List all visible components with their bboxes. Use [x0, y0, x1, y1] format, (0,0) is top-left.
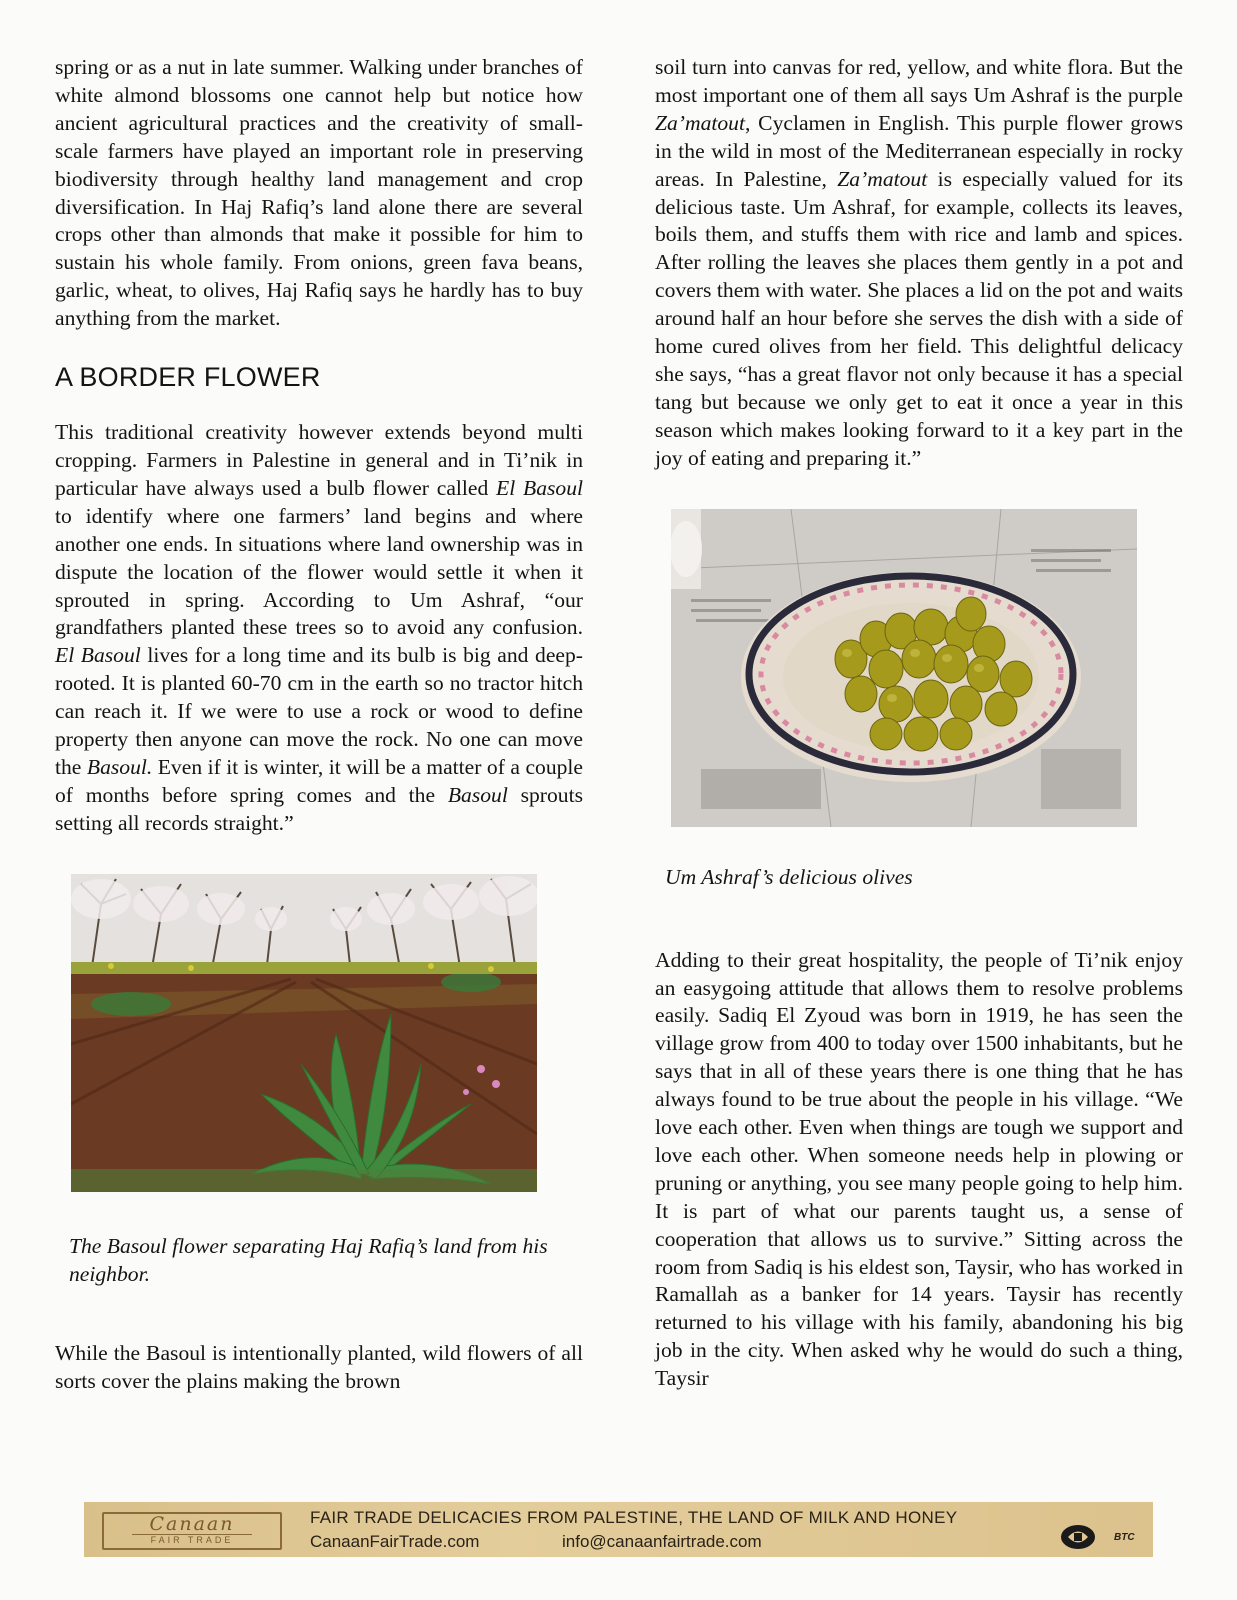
footer-website-link[interactable]: CanaanFairTrade.com	[310, 1532, 480, 1551]
body-paragraph: spring or as a nut in late summer. Walking under branches of white almond blossoms one cannot help but notice how ancient agricultural practices and the creativity of small-scale farmers have played an important role in preserving biodiversity through healthy land management and crop diversification. In Haj Rafiq’s land alone there are several crops other than almonds that make it possible for him to sustain his whole family. From onions, green fava beans, garlic, wheat, to olives, Haj Rafiq says he hardly has to buy anything from the market.	[55, 55, 583, 331]
footer-tagline: FAIR TRADE DELICACIES FROM PALESTINE, THE LAND OF MILK AND HONEY	[310, 1508, 958, 1527]
orchard-photo	[71, 874, 537, 1192]
section-heading: A BORDER FLOWER	[55, 362, 321, 393]
left-column	[55, 54, 583, 1395]
body-paragraph: Adding to their great hospitality, the people of Ti’nik enjoy an easygoing attitude that allows them to resolve problems easily. Sadiq El Zyoud was born in 1919, he has seen the village grow from 400 to today over 1500 inhabitants, but he says that in all of these years there is one thing that he has always found to be true about the people in his village. “We love each other. Even when things are tough we support and love each other. When someone needs help in plowing or pruning or anything, you see many people going to help him. It is part of what our parents taught us, a sense of cooperation that allows us to survive.” Sitting across the room from Sadiq is his eldest son, Taysir, who has worked in Ramallah as a banker for 14 years. Taysir has recently returned to his village with his family, abandoning his big job in the city. When asked why he would do such a thing, Taysir	[655, 947, 1183, 1391]
footer-email-link[interactable]: info@canaanfairtrade.com	[562, 1532, 762, 1551]
olives-photo	[671, 509, 1137, 827]
btc-label: BTC	[1114, 1532, 1135, 1543]
right-column	[655, 54, 1183, 1393]
body-paragraph: While the Basoul is intentionally planted, wild flowers of all sorts cover the plains making the brown	[55, 1340, 583, 1393]
tulip-plant-graphic	[71, 974, 537, 1192]
photo-caption: Um Ashraf’s delicious olives	[665, 864, 913, 889]
photo-caption: The Basoul flower separating Haj Rafiq’s land from his neighbor.	[69, 1233, 548, 1286]
canaan-logo: Canaan FAIR TRADE	[102, 1512, 282, 1550]
almond-trees-graphic	[71, 874, 537, 974]
olive-bowl-graphic	[671, 509, 1137, 827]
footer-banner	[84, 1502, 1153, 1557]
body-paragraph: This traditional creativity however extends beyond multi cropping. Farmers in Palestine in general and in Ti’nik in particular have always used a bulb flower called El Basoul to identify where one farmers’ land begins and where another one ends. In situations where land ownership was in dispute the location of the flower would settle it when it sprouted in spring. According to Um Ashraf, “our grandfathers planted these trees so to avoid any confusion. El Basoul lives for a long time and its bulb is big and deep-rooted. It is planted 60-70 cm in the earth so no tractor hitch can reach it. If we were to use a rock or wood to define property then anyone can move the rock. No one can move the Basoul. Even if it is winter, it will be a matter of a couple of months before spring comes and the Basoul sprouts setting all records straight.”	[55, 420, 584, 835]
body-paragraph: soil turn into canvas for red, yellow, and white flora. But the most important one of them all says Um Ashraf is the purple Za’matout, Cyclamen in English. This purple flower grows in the wild in most of the Mediterranean especially in rocky areas. In Palestine, Za’matout is especially valued for its delicious taste. Um Ashraf, for example, collects its leaves, boils them, and stuffs them with rice and lamb and spices. After rolling the leaves she places them gently in a pot and covers them with water. She places a lid on the pot and waits around half an hour before she serves the dish with a side of home cured olives from her field. This delightful delicacy she says, “has a great flavor not only because it has a special tang but because we only get to eat it once a year in this season which makes looking forward to it a key part in the joy of eating and preparing it.”	[655, 55, 1183, 470]
